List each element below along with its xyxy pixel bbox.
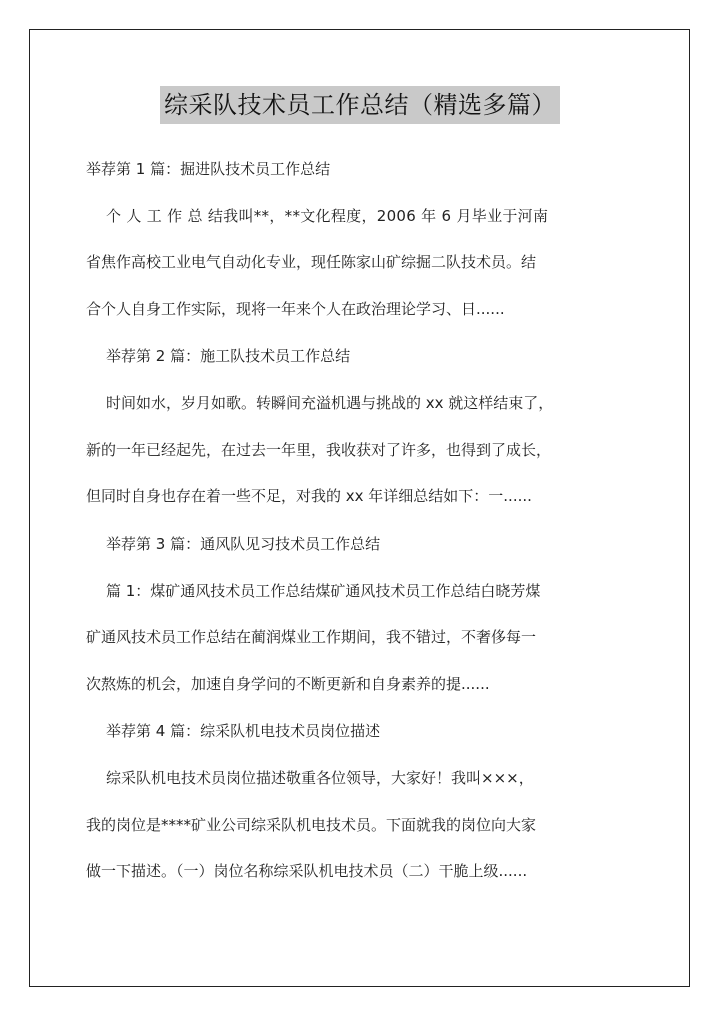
section-heading-2: 举荐第 2 篇：施工队技术员工作总结	[106, 347, 351, 365]
paragraph-line-5: 新的一年已经起先，在过去一年里，我收获对了许多，也得到了成长，	[86, 441, 552, 459]
paragraph-line-1: 个 人 工 作 总 结我叫**，**文化程度，2006 年 6 月毕业于河南	[106, 207, 549, 225]
section-heading-3: 举荐第 3 篇：通风队见习技术员工作总结	[106, 535, 381, 553]
title-container	[0, 86, 720, 124]
paragraph-line-4: 时间如水，岁月如歌。转瞬间充溢机遇与挑战的 xx 就这样结束了，	[106, 394, 554, 412]
section-heading-4: 举荐第 4 篇：综采队机电技术员岗位描述	[106, 722, 381, 740]
paragraph-line-6: 但同时自身也存在着一些不足，对我的 xx 年详细总结如下：一......	[86, 487, 532, 505]
paragraph-line-2: 省焦作高校工业电气自动化专业，现任陈家山矿综掘二队技术员。结	[86, 253, 537, 271]
paragraph-line-9: 次熬炼的机会，加速自身学问的不断更新和自身素养的提......	[86, 675, 490, 693]
paragraph-line-8: 矿通风技术员工作总结在蔺润煤业工作期间，我不错过，不奢侈每一	[86, 628, 537, 646]
paragraph-line-12: 做一下描述。（一）岗位名称综采队机电技术员（二）干脆上级......	[86, 862, 528, 880]
paragraph-line-11: 我的岗位是****矿业公司综采队机电技术员。下面就我的岗位向大家	[86, 816, 537, 834]
paragraph-line-10: 综采队机电技术员岗位描述敬重各位领导，大家好！我叫×××，	[106, 769, 534, 787]
section-heading-1: 举荐第 1 篇：掘进队技术员工作总结	[86, 160, 331, 178]
document-title: 综采队技术员工作总结（精选多篇）	[160, 86, 560, 124]
paragraph-line-3: 合个人自身工作实际，现将一年来个人在政治理论学习、日......	[86, 300, 505, 318]
paragraph-line-7: 篇 1：煤矿通风技术员工作总结煤矿通风技术员工作总结白晓芳煤	[106, 582, 541, 600]
